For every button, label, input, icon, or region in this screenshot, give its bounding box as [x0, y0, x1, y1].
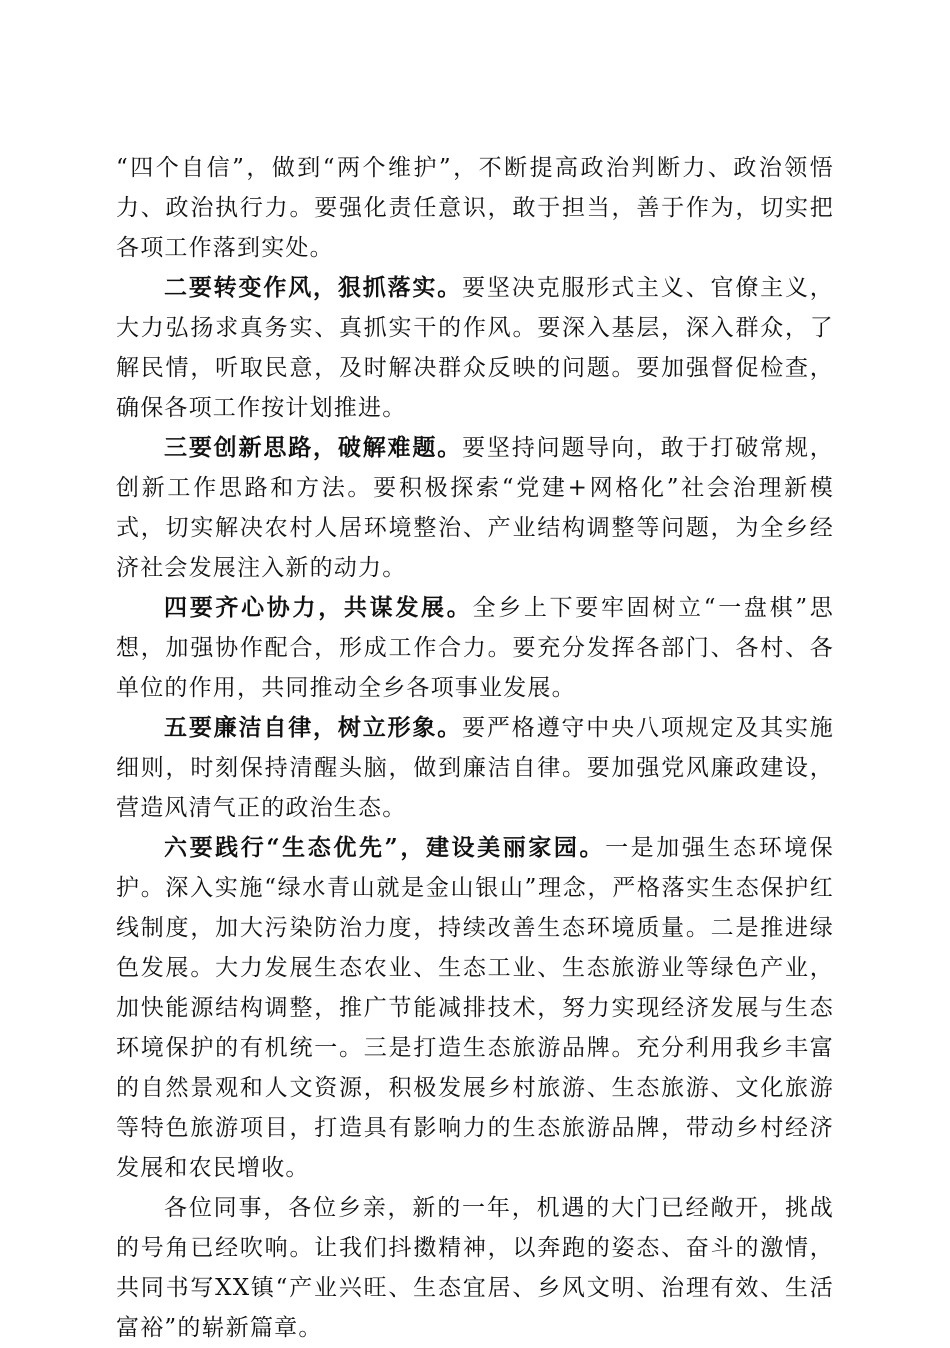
paragraph-body: 一是加强生态环境保护。深入实施“绿水青山就是金山银山”理念，严格落实生态保护红线制度，加大污染防治力度，持续改善生态环境质量。二是推进绿色发展。大力发展生态农业、生态工业、生态旅游业等绿色产业，加快能源结构调整，推广节能减排技术，努力实现经济发展与生态环境保护的有机统一。三是打造生态旅游品牌。充分利用我乡丰富的自然景观和人文资源，积极发展乡村旅游、生态旅游、文化旅游等特色旅游项目，打造具有影响力的生态旅游品牌，带动乡村经济发展和农民增收。: [116, 835, 834, 1181]
paragraph-body: 各位同事，各位乡亲，新的一年，机遇的大门已经敞开，挑战的号角已经吹响。让我们抖擞精神，以奔跑的姿态、奋斗的激情，共同书写XX镇“产业兴旺、生态宜居、乡风文明、治理有效、生活富裕”的崭新篇章。: [116, 1195, 834, 1341]
paragraph-body: 要严格遵守中央八项规定及其实施细则，时刻保持清醒头脑，做到廉洁自律。要加强党风廉政建设，营造风清气正的政治生态。: [116, 715, 834, 821]
paragraph-point-two: [116, 268, 834, 428]
paragraph-body: 全乡上下要牢固树立“一盘棋”思想，加强协作配合，形成工作合力。要充分发挥各部门、各村、各单位的作用，共同推动全乡各项事业发展。: [116, 595, 834, 701]
paragraph-point-five: [116, 708, 834, 828]
paragraph-body: 要坚持问题导向，敢于打破常规，创新工作思路和方法。要积极探索“党建+网格化”社会治理新模式，切实解决农村人居环境整治、产业结构调整等问题，为全乡经济社会发展注入新的动力。: [116, 435, 834, 581]
paragraph-continuation: [116, 148, 834, 268]
document-body: [116, 148, 834, 1348]
paragraph-lead: 五要廉洁自律，树立形象。: [164, 714, 463, 741]
paragraph-point-four: [116, 588, 834, 708]
paragraph-body: 要坚决克服形式主义、官僚主义，大力弘扬求真务实、真抓实干的作风。要深入基层，深入群众，了解民情，听取民意，及时解决群众反映的问题。要加强督促检查，确保各项工作按计划推进。: [116, 275, 834, 421]
paragraph-lead: 六要践行“生态优先”，建设美丽家园。: [164, 834, 606, 861]
paragraph-point-six: [116, 828, 834, 1188]
paragraph-point-three: [116, 428, 834, 588]
paragraph-lead: 四要齐心协力，共谋发展。: [164, 594, 473, 621]
paragraph-body: “四个自信”，做到“两个维护”，不断提高政治判断力、政治领悟力、政治执行力。要强化责任意识，敢于担当，善于作为，切实把各项工作落到实处。: [116, 155, 834, 261]
paragraph-closing: [116, 1188, 834, 1348]
paragraph-lead: 三要创新思路，破解难题。: [164, 434, 463, 461]
paragraph-lead: 二要转变作风，狠抓落实。: [164, 274, 463, 301]
